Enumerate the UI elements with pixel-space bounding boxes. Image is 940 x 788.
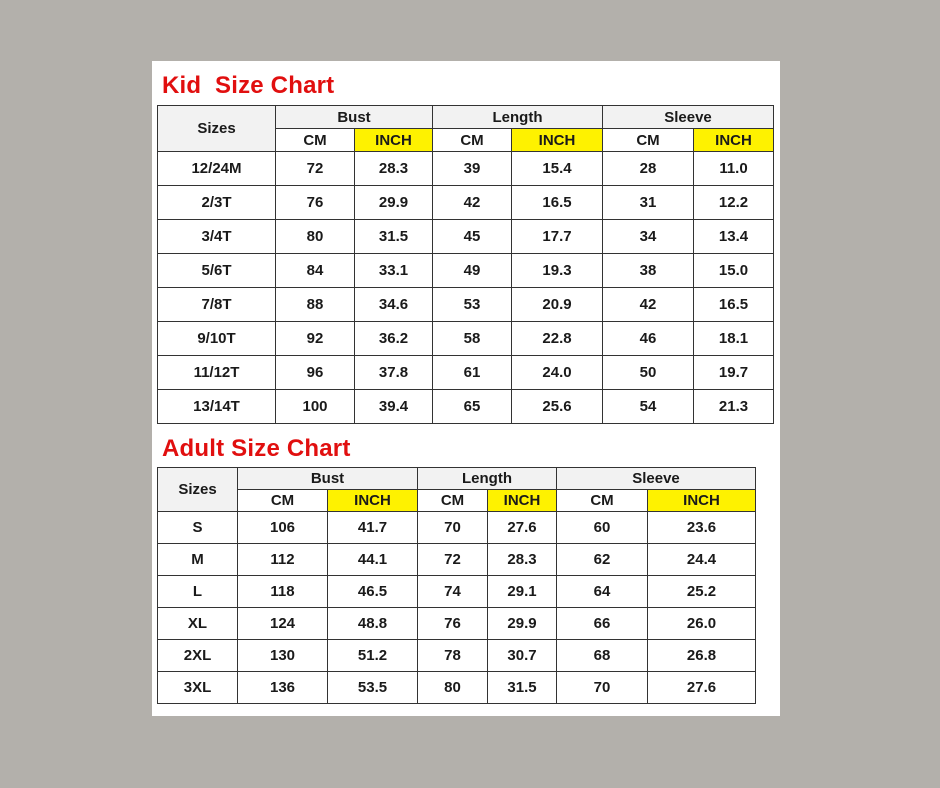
cm-header: CM <box>557 490 648 512</box>
measurement-cell: 29.1 <box>488 576 557 608</box>
adult-table-body <box>158 512 756 704</box>
measurement-cell: 34 <box>603 220 694 254</box>
measurement-cell: 31 <box>603 186 694 220</box>
table-row <box>158 220 774 254</box>
measurement-cell: 28.3 <box>355 152 433 186</box>
inch-header: INCH <box>488 490 557 512</box>
measurement-cell: 88 <box>276 288 355 322</box>
measurement-cell: 78 <box>418 640 488 672</box>
measurement-cell: 84 <box>276 254 355 288</box>
cm-header: CM <box>603 129 694 152</box>
size-label-cell: 5/6T <box>158 254 276 288</box>
measurement-cell: 36.2 <box>355 322 433 356</box>
measurement-cell: 61 <box>433 356 512 390</box>
measurement-cell: 25.6 <box>512 390 603 424</box>
table-row <box>158 356 774 390</box>
measurement-cell: 70 <box>418 512 488 544</box>
kid-table-body <box>158 152 774 424</box>
sleeve-header: Sleeve <box>557 468 756 490</box>
measurement-cell: 112 <box>238 544 328 576</box>
measurement-cell: 64 <box>557 576 648 608</box>
adult-chart-title: Adult Size Chart <box>162 435 351 462</box>
measurement-cell: 62 <box>557 544 648 576</box>
measurement-cell: 33.1 <box>355 254 433 288</box>
sizes-header: Sizes <box>158 106 276 152</box>
measurement-cell: 53.5 <box>328 672 418 704</box>
measurement-cell: 49 <box>433 254 512 288</box>
table-row <box>158 288 774 322</box>
measurement-cell: 58 <box>433 322 512 356</box>
size-label-cell: 2/3T <box>158 186 276 220</box>
measurement-cell: 25.2 <box>648 576 756 608</box>
sizes-header: Sizes <box>158 468 238 512</box>
measurement-cell: 12.2 <box>694 186 774 220</box>
table-row <box>158 672 756 704</box>
measurement-cell: 23.6 <box>648 512 756 544</box>
measurement-cell: 30.7 <box>488 640 557 672</box>
inch-header: INCH <box>328 490 418 512</box>
measurement-cell: 15.4 <box>512 152 603 186</box>
measurement-cell: 27.6 <box>488 512 557 544</box>
measurement-cell: 13.4 <box>694 220 774 254</box>
measurement-cell: 92 <box>276 322 355 356</box>
measurement-cell: 46 <box>603 322 694 356</box>
table-row <box>158 152 774 186</box>
size-label-cell: S <box>158 512 238 544</box>
table-row <box>158 608 756 640</box>
measurement-cell: 27.6 <box>648 672 756 704</box>
measurement-cell: 42 <box>603 288 694 322</box>
cm-header: CM <box>433 129 512 152</box>
measurement-cell: 20.9 <box>512 288 603 322</box>
measurement-cell: 96 <box>276 356 355 390</box>
measurement-cell: 60 <box>557 512 648 544</box>
measurement-cell: 39.4 <box>355 390 433 424</box>
table-row <box>158 390 774 424</box>
measurement-cell: 22.8 <box>512 322 603 356</box>
measurement-cell: 16.5 <box>694 288 774 322</box>
measurement-cell: 42 <box>433 186 512 220</box>
measurement-cell: 50 <box>603 356 694 390</box>
length-header: Length <box>433 106 603 129</box>
measurement-cell: 68 <box>557 640 648 672</box>
measurement-cell: 17.7 <box>512 220 603 254</box>
inch-header: INCH <box>694 129 774 152</box>
measurement-cell: 28 <box>603 152 694 186</box>
size-label-cell: 11/12T <box>158 356 276 390</box>
measurement-cell: 31.5 <box>488 672 557 704</box>
inch-header: INCH <box>648 490 756 512</box>
measurement-cell: 124 <box>238 608 328 640</box>
size-label-cell: M <box>158 544 238 576</box>
inch-header: INCH <box>512 129 603 152</box>
measurement-cell: 38 <box>603 254 694 288</box>
measurement-cell: 31.5 <box>355 220 433 254</box>
measurement-cell: 100 <box>276 390 355 424</box>
measurement-cell: 118 <box>238 576 328 608</box>
measurement-cell: 130 <box>238 640 328 672</box>
measurement-cell: 28.3 <box>488 544 557 576</box>
measurement-cell: 46.5 <box>328 576 418 608</box>
size-label-cell: 9/10T <box>158 322 276 356</box>
size-label-cell: 7/8T <box>158 288 276 322</box>
kid-chart-title: Kid Size Chart <box>162 72 335 99</box>
measurement-cell: 106 <box>238 512 328 544</box>
bust-header: Bust <box>276 106 433 129</box>
measurement-cell: 76 <box>418 608 488 640</box>
measurement-cell: 80 <box>276 220 355 254</box>
measurement-cell: 66 <box>557 608 648 640</box>
measurement-cell: 26.0 <box>648 608 756 640</box>
measurement-cell: 39 <box>433 152 512 186</box>
table-row <box>158 254 774 288</box>
size-label-cell: 12/24M <box>158 152 276 186</box>
measurement-cell: 11.0 <box>694 152 774 186</box>
cm-header: CM <box>276 129 355 152</box>
cm-header: CM <box>238 490 328 512</box>
table-row <box>158 186 774 220</box>
measurement-cell: 37.8 <box>355 356 433 390</box>
measurement-cell: 72 <box>418 544 488 576</box>
table-subheader-row <box>158 490 756 512</box>
measurement-cell: 51.2 <box>328 640 418 672</box>
measurement-cell: 24.0 <box>512 356 603 390</box>
measurement-cell: 34.6 <box>355 288 433 322</box>
measurement-cell: 16.5 <box>512 186 603 220</box>
measurement-cell: 136 <box>238 672 328 704</box>
measurement-cell: 76 <box>276 186 355 220</box>
adult-size-table <box>157 467 756 704</box>
inch-header: INCH <box>355 129 433 152</box>
table-row <box>158 322 774 356</box>
measurement-cell: 19.7 <box>694 356 774 390</box>
table-row <box>158 544 756 576</box>
measurement-cell: 41.7 <box>328 512 418 544</box>
measurement-cell: 24.4 <box>648 544 756 576</box>
measurement-cell: 65 <box>433 390 512 424</box>
measurement-cell: 74 <box>418 576 488 608</box>
measurement-cell: 18.1 <box>694 322 774 356</box>
table-header-row <box>158 468 756 490</box>
table-row <box>158 576 756 608</box>
size-label-cell: 3/4T <box>158 220 276 254</box>
bust-header: Bust <box>238 468 418 490</box>
cm-header: CM <box>418 490 488 512</box>
measurement-cell: 19.3 <box>512 254 603 288</box>
measurement-cell: 45 <box>433 220 512 254</box>
measurement-cell: 70 <box>557 672 648 704</box>
table-header-row <box>158 106 774 129</box>
measurement-cell: 54 <box>603 390 694 424</box>
size-label-cell: 2XL <box>158 640 238 672</box>
measurement-cell: 44.1 <box>328 544 418 576</box>
measurement-cell: 80 <box>418 672 488 704</box>
size-chart-card <box>152 61 780 716</box>
length-header: Length <box>418 468 557 490</box>
measurement-cell: 53 <box>433 288 512 322</box>
measurement-cell: 72 <box>276 152 355 186</box>
measurement-cell: 29.9 <box>488 608 557 640</box>
measurement-cell: 15.0 <box>694 254 774 288</box>
measurement-cell: 21.3 <box>694 390 774 424</box>
sleeve-header: Sleeve <box>603 106 774 129</box>
measurement-cell: 29.9 <box>355 186 433 220</box>
table-row <box>158 512 756 544</box>
size-label-cell: 13/14T <box>158 390 276 424</box>
size-label-cell: 3XL <box>158 672 238 704</box>
measurement-cell: 26.8 <box>648 640 756 672</box>
table-row <box>158 640 756 672</box>
size-label-cell: XL <box>158 608 238 640</box>
kid-size-table <box>157 105 774 424</box>
measurement-cell: 48.8 <box>328 608 418 640</box>
size-label-cell: L <box>158 576 238 608</box>
